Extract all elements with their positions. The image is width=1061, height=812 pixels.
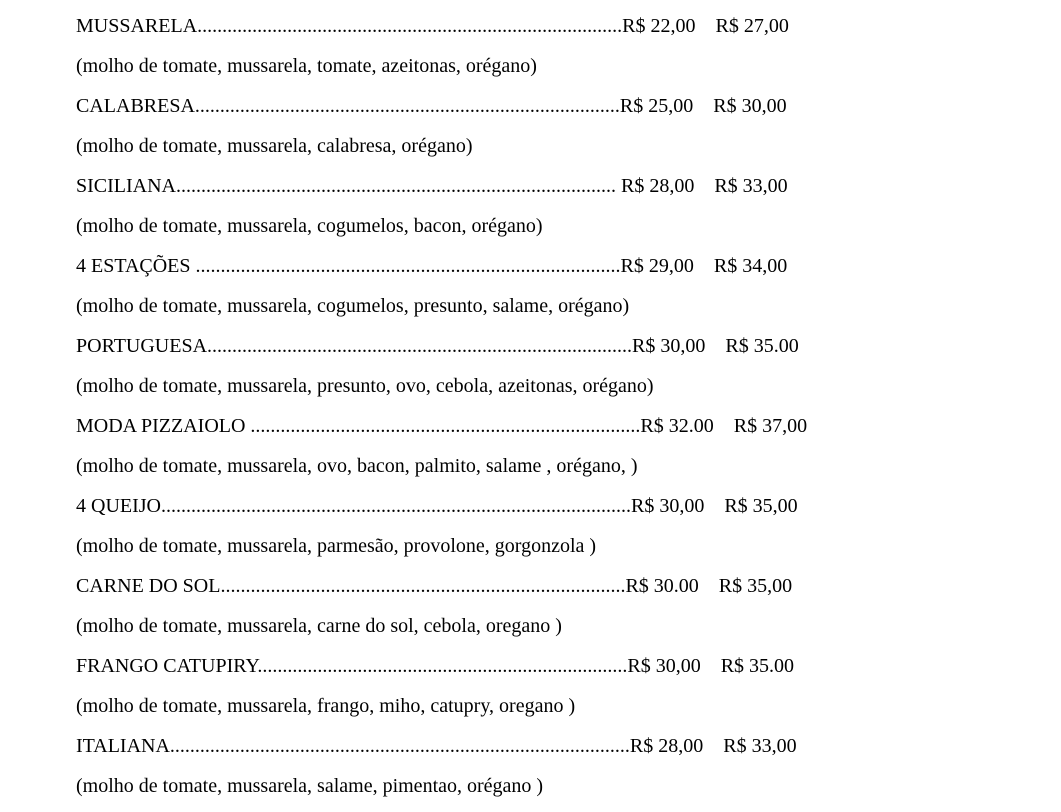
menu-item-mussarela: MUSSARELA.....................................................................................R$ 22,00 R$ 27,00 bbox=[76, 15, 789, 37]
menu-item-4-queijo: 4 QUEIJO..............................................................................................R$ 30,00 R$ 35,00 bbox=[76, 495, 798, 517]
menu-item-calabresa: CALABRESA.....................................................................................R$ 25,00 R$ 30,00 bbox=[76, 95, 787, 117]
menu-item-description: (molho de tomate, mussarela, presunto, ovo, cebola, azeitonas, orégano) bbox=[76, 375, 654, 397]
menu-item-4-estacoes: 4 ESTAÇÕES .....................................................................................R$ 29,00 R$ 34,00 bbox=[76, 255, 788, 277]
pizza-menu bbox=[76, 12, 1016, 812]
menu-item-siciliana: SICILIANA........................................................................................ R$ 28,00 R$ 33,00 bbox=[76, 175, 788, 197]
menu-item-frango-catupiry: FRANGO CATUPIRY..........................................................................R$ 30,00 R$ 35.00 bbox=[76, 655, 795, 677]
menu-item-description: (molho de tomate, mussarela, carne do sol, cebola, oregano ) bbox=[76, 615, 562, 637]
menu-item-carne-do-sol: CARNE DO SOL.................................................................................R$ 30.00 R$ 35,00 bbox=[76, 575, 793, 597]
menu-item-description: (molho de tomate, mussarela, ovo, bacon, palmito, salame , orégano, ) bbox=[76, 455, 638, 477]
menu-item-description: (molho de tomate, mussarela, parmesão, provolone, gorgonzola ) bbox=[76, 535, 597, 557]
menu-item-description: (molho de tomate, mussarela, tomate, azeitonas, orégano) bbox=[76, 55, 537, 77]
menu-item-description: (molho de tomate, mussarela, cogumelos, presunto, salame, orégano) bbox=[76, 295, 630, 317]
menu-item-description: (molho de tomate, mussarela, cogumelos, bacon, orégano) bbox=[76, 215, 543, 237]
menu-item-description: (molho de tomate, mussarela, calabresa, orégano) bbox=[76, 135, 473, 157]
menu-item-portuguesa: PORTUGUESA.....................................................................................R$ 30,00 R$ 35.00 bbox=[76, 335, 799, 357]
menu-item-italiana: ITALIANA............................................................................................R$ 28,00 R$ 33,00 bbox=[76, 735, 797, 757]
menu-item-moda-pizzaiolo: MODA PIZZAIOLO ..............................................................................R$ 32.00 R$ 37,00 bbox=[76, 415, 808, 437]
menu-item-description: (molho de tomate, mussarela, salame, pimentao, orégano ) bbox=[76, 775, 544, 797]
menu-item-description: (molho de tomate, mussarela, frango, miho, catupry, oregano ) bbox=[76, 695, 576, 717]
